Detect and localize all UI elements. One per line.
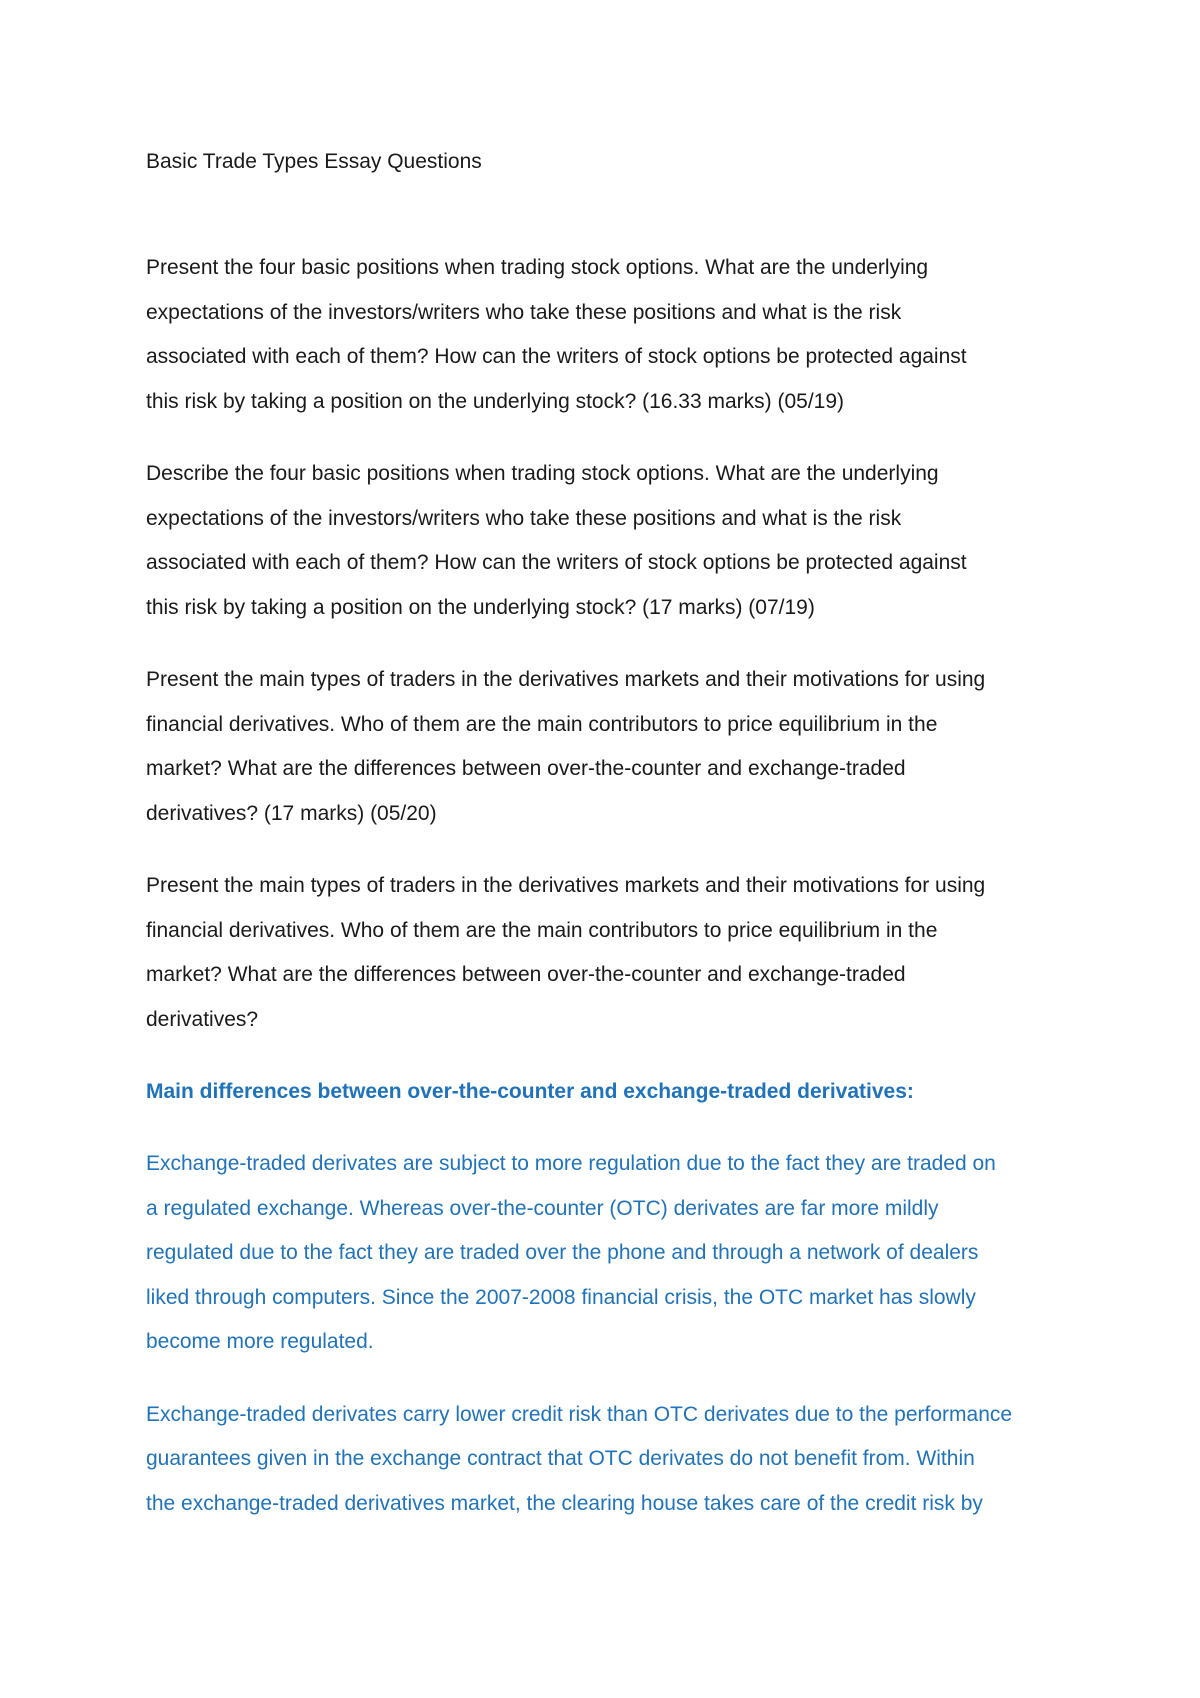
text-line: derivatives? — [146, 1007, 259, 1031]
text-line: regulated due to the fact they are traded over the phone and through a network of dealers — [146, 1241, 979, 1264]
text-line: financial derivatives. Who of them are the main contributors to price equilibrium in the — [146, 918, 938, 942]
text-line: market? What are the differences between over-the-counter and exchange-traded — [146, 963, 906, 986]
text-line: liked through computers. Since the 2007-2008 financial crisis, the OTC market has slowly — [146, 1285, 976, 1309]
document-title: Basic Trade Types Essay Questions — [146, 150, 482, 173]
question-paragraph-3 — [146, 658, 1076, 836]
text-line: derivatives? (17 marks) (05/20) — [146, 801, 437, 825]
text-line: this risk by taking a position on the underlying stock? (17 marks) (07/19) — [146, 595, 815, 619]
text-line: guarantees given in the exchange contract that OTC derivates do not benefit from. Within — [146, 1447, 975, 1470]
text-line: Describe the four basic positions when trading stock options. What are the underlying — [146, 462, 939, 485]
text-line: the exchange-traded derivatives market, the clearing house takes care of the credit risk by — [146, 1491, 983, 1515]
text-line: financial derivatives. Who of them are the main contributors to price equilibrium in the — [146, 712, 938, 736]
text-line: market? What are the differences between over-the-counter and exchange-traded — [146, 757, 906, 780]
text-line: Exchange-traded derivates carry lower credit risk than OTC derivates due to the performance — [146, 1402, 1013, 1426]
question-paragraph-1 — [146, 246, 1076, 424]
answer-heading: Main differences between over-the-counter and exchange-traded derivatives: — [146, 1080, 914, 1103]
text-line: Present the main types of traders in the derivatives markets and their motivations for using — [146, 668, 986, 691]
question-paragraph-2 — [146, 452, 1076, 630]
text-line: associated with each of them? How can the writers of stock options be protected against — [146, 551, 967, 574]
text-line: this risk by taking a position on the underlying stock? (16.33 marks) (05/19) — [146, 389, 845, 413]
text-line: Exchange-traded derivates are subject to more regulation due to the fact they are traded on — [146, 1152, 996, 1175]
text-line: expectations of the investors/writers who take these positions and what is the risk — [146, 506, 902, 530]
text-line: associated with each of them? How can the writers of stock options be protected against — [146, 345, 967, 368]
answer-paragraph-1 — [146, 1142, 1076, 1365]
text-line: expectations of the investors/writers who take these positions and what is the risk — [146, 300, 902, 324]
text-line: Present the four basic positions when trading stock options. What are the underlying — [146, 256, 929, 279]
document-page — [146, 140, 1076, 1554]
answer-paragraph-2 — [146, 1393, 1076, 1527]
question-paragraph-4 — [146, 864, 1076, 1042]
text-line: become more regulated. — [146, 1330, 374, 1353]
text-line: a regulated exchange. Whereas over-the-counter (OTC) derivates are far more mildly — [146, 1196, 939, 1220]
text-line: Present the main types of traders in the derivatives markets and their motivations for using — [146, 874, 986, 897]
